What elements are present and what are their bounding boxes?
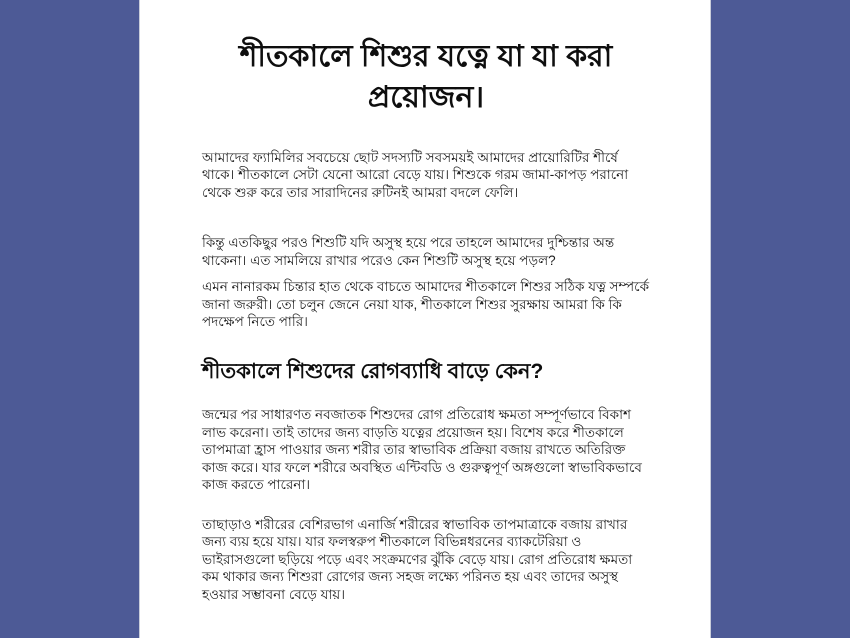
document-title: শীতকালে শিশুর যত্নে যা যা করা প্রয়োজন।	[239, 40, 613, 115]
section-paragraph-1: জন্মের পর সাধারণত নবজাতক শিশুদের রোগ প্রতিরোধ ক্ষমতা সম্পূর্ণভাবে বিকাশ লাভ করেনা। তাই তাদের জন্য বাড়তি যত্নের প্রয়োজন হয়। বিশেষ করে শীতকালে তাপমাত্রা হ্রাস পাওয়ার জন্য শরীর তার স্বাভাবিক প্রক্রিয়া বজায় রাখতে অতিরিক্ত কাজ করে। যার ফলে শরীরে অবস্থিত এন্টিবডি ও গুরুত্বপূর্ণ অঙ্গগুলো স্বাভাবিকভাবে কাজ করতে পারেনা।	[202, 407, 642, 493]
document-page	[139, 0, 711, 638]
intro-paragraph-2: কিন্তু এতকিছুর পরও শিশুটি যদি অসুস্থ হয়ে পরে তাহলে আমাদের দুশ্চিন্তার অন্ত থাকেনা। এত সামলিয়ে রাখার পরেও কেন শিশুটি অসুস্থ হয়ে পড়ল?	[202, 235, 615, 268]
section-heading: শীতকালে শিশুদের রোগব্যাধি বাড়ে কেন?	[202, 359, 544, 383]
intro-paragraph-1: আমাদের ফ্যামিলির সবচেয়ে ছোট সদস্যটি সবসময়ই আমাদের প্রায়োরিটির শীর্ষে থাকে। শীতকালে সেটা যেনো আরো বেড়ে যায়। শিশুকে গরম জামা-কাপড় পরানো থেকে শুরু করে তার সারাদিনের রুটিনই আমরা বদলে ফেলি।	[202, 149, 629, 200]
section-paragraph-2: তাছাড়াও শরীরের বেশিরভাগ এনার্জি শরীরের স্বাভাবিক তাপমাত্রাকে বজায় রাখার জন্য ব্যয় হয়ে যায়। যার ফলস্বরুপ শীতকালে বিভিন্নধরনের ব্যাকটেরিয়া ও ভাইরাসগুলো ছড়িয়ে পড়ে এবং সংক্রমণের ঝুঁকি বেড়ে যায়। রোগ প্রতিরোধ ক্ষমতা কম থাকার জন্য শিশুরা রোগের জন্য সহজ লক্ষ্যে পরিনত হয় এবং তাদের অসুস্থ হওয়ার সম্ভাবনা বেড়ে যায়।	[202, 516, 633, 602]
intro-paragraph-3: এমন নানারকম চিন্তার হাত থেকে বাচতে আমাদের শীতকালে শিশুর সঠিক যত্ন সম্পর্কে জানা জরুরী। তো চলুন জেনে নেয়া যাক, শীতকালে শিশুর সুরক্ষায় আমরা কি কি পদক্ষেপ নিতে পারি।	[202, 279, 650, 330]
